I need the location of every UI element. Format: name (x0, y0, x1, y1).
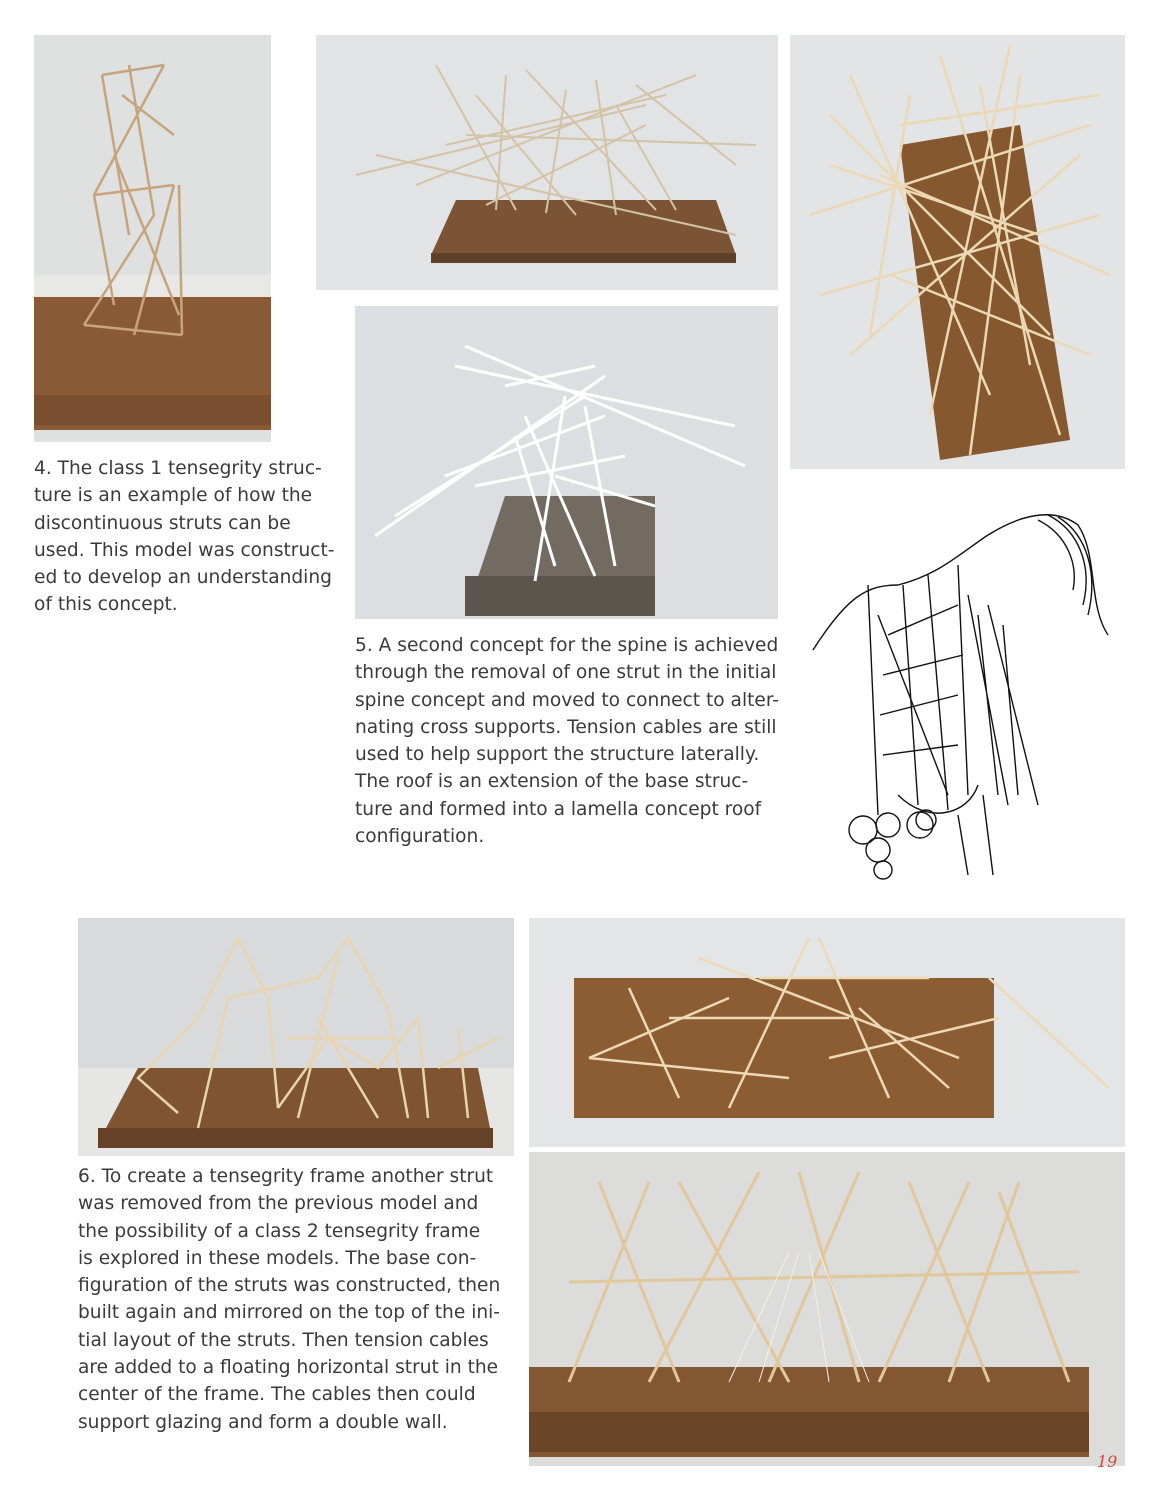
caption-line: used. This model was construct- (34, 539, 335, 561)
page-number: 19 (1097, 1452, 1118, 1471)
tensegrity-double-wall-photo (529, 1152, 1125, 1466)
caption-line: center of the frame. The cables then could (78, 1384, 476, 1406)
caption-figure-4 (34, 455, 334, 619)
caption-line: support glazing and form a double wall. (78, 1411, 448, 1433)
tensegrity-frame-model-photo (78, 918, 514, 1156)
caption-figure-5 (355, 632, 779, 850)
caption-line: the possibility of a class 2 tensegrity frame (78, 1220, 481, 1242)
caption-line: configuration. (355, 826, 485, 848)
caption-line: tial layout of the struts. Then tension cables (78, 1329, 489, 1351)
caption-line: ture and formed into a lamella concept roof (355, 798, 762, 820)
caption-line: through the removal of one strut in the initial (355, 662, 777, 684)
caption-line: The roof is an extension of the base struc- (355, 771, 749, 793)
tensegrity-tower-model-photo (34, 35, 271, 442)
spine-model-side-photo (316, 35, 778, 290)
caption-line: 6. To create a tensegrity frame another strut (78, 1166, 494, 1187)
caption-line: are added to a floating horizontal strut in the (78, 1357, 499, 1379)
spine-model-top-photo (790, 35, 1125, 469)
caption-line: used to help support the structure laterally. (355, 744, 760, 766)
caption-line: discontinuous struts can be (34, 512, 291, 534)
caption-line: was removed from the previous model and (78, 1193, 479, 1215)
caption-line: figuration of the struts was constructed, then (78, 1275, 501, 1297)
caption-line: 5. A second concept for the spine is achieved (355, 635, 779, 656)
caption-line: ture is an example of how the (34, 485, 313, 507)
caption-line: 4. The class 1 tensegrity struc- (34, 458, 322, 479)
caption-line: ed to develop an understanding (34, 567, 332, 589)
caption-line: nating cross supports. Tension cables are still (355, 716, 777, 738)
tensegrity-frame-top-photo (529, 918, 1125, 1147)
white-spine-model-photo (355, 306, 778, 619)
caption-line: of this concept. (34, 594, 178, 616)
spine-concept-sketch (808, 495, 1133, 895)
caption-line: spine concept and moved to connect to alter- (355, 689, 780, 711)
caption-line: is explored in these models. The base con- (78, 1247, 477, 1269)
caption-figure-6 (78, 1163, 500, 1436)
caption-line: built again and mirrored on the top of the ini- (78, 1302, 501, 1324)
